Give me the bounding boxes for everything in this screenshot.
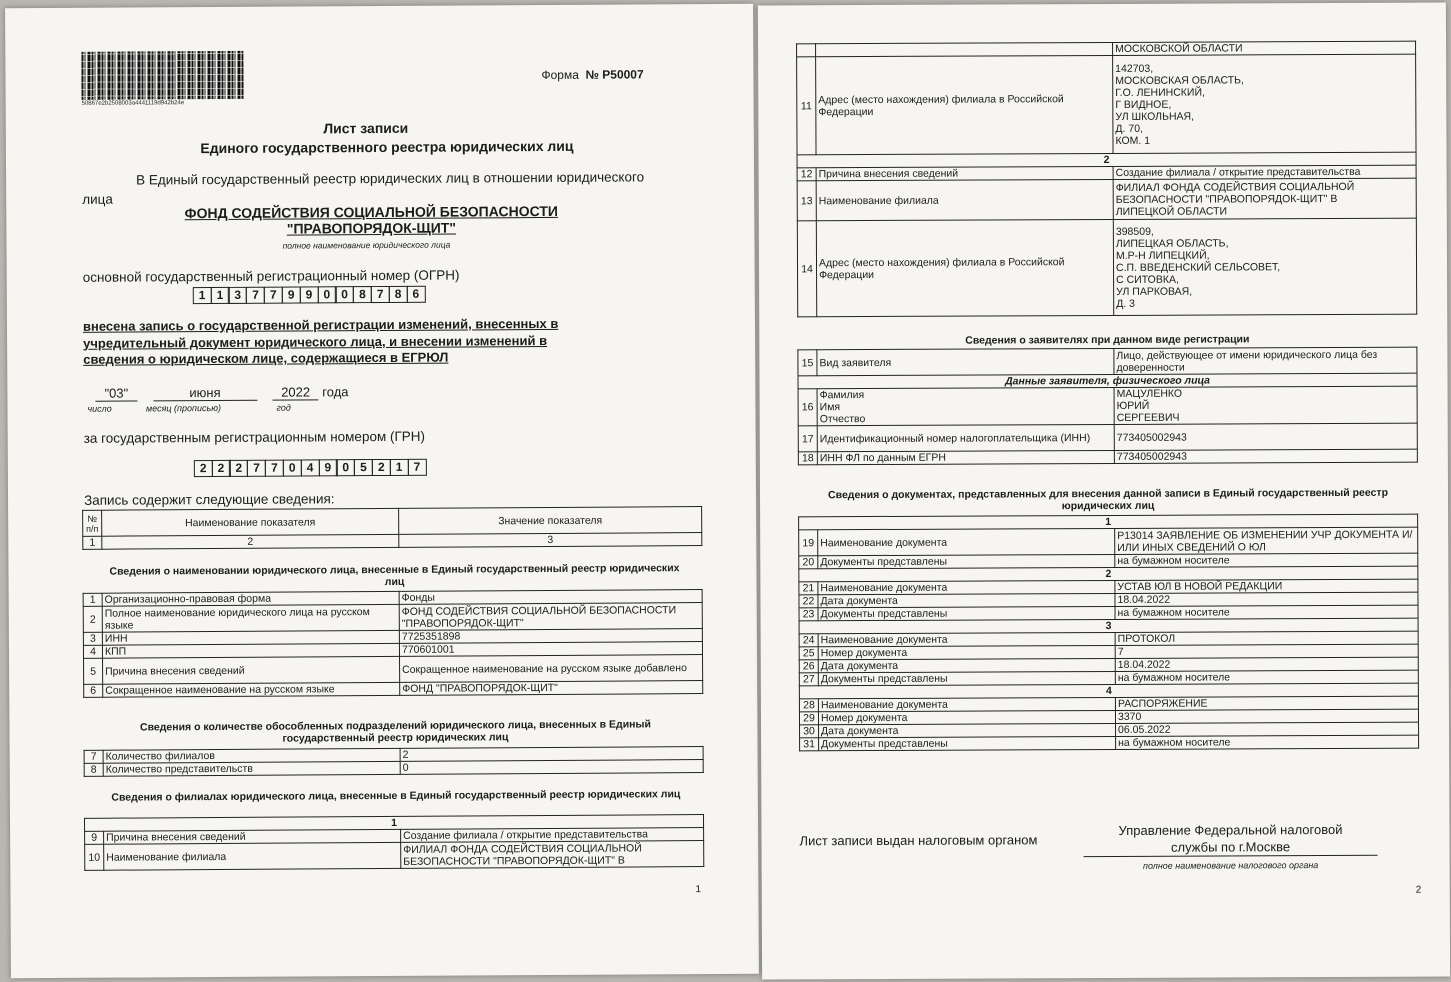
value-line: СЕРГЕЕВИЧ	[1116, 411, 1180, 424]
form-number: № Р50007	[585, 67, 644, 82]
digit-box: 2	[194, 460, 213, 477]
record-date	[95, 384, 348, 402]
value-line: МАЦУЛЕНКО	[1116, 387, 1183, 400]
value-line: М.Р-Н ЛИПЕЦКИЙ,	[1115, 249, 1210, 262]
digit-box: 1	[390, 459, 409, 476]
applicants-table: 15 Вид заявителя Лицо, действующее от имени юридического лица без доверенности Данные заявителя, физического лица 16 Фамилия Имя Отчество МАЦУЛЕНКО ЮРИЙ СЕРГЕЕВИЧ 17 Идентификационный номер налогоплательщика (ИНН) 773405002943 18 ИНН ФЛ по данным ЕГРН 773405002943	[797, 347, 1418, 466]
date-year: 2022	[273, 384, 319, 400]
page-2	[758, 3, 1450, 980]
barcode-pattern	[81, 51, 243, 100]
table-row: 25 Номер документа 7	[799, 644, 1418, 660]
document-group: 4	[799, 683, 1418, 699]
digit-box: 7	[264, 287, 283, 304]
section-name-table	[83, 589, 704, 698]
doc-title: Лист записи	[323, 119, 409, 137]
value-line: С.П. ВВЕДЕНСКИЙ СЕЛЬСОВЕТ,	[1115, 260, 1281, 274]
table-row: 10 Наименование филиала ФИЛИАЛ ФОНДА СОДЕЙСТВИЯ СОЦИАЛЬНОЙ БЕЗОПАСНОСТИ "ПРАВОПОРЯДОК-ЩИТ" В	[85, 841, 704, 871]
table-row: 20 Документы представлены на бумажном носителе	[799, 553, 1418, 569]
form-label: Форма № Р50007	[541, 67, 644, 83]
digit-box: 0	[336, 459, 355, 476]
value-line: Отчество	[819, 413, 866, 426]
table-row: 3 ИНН 7725351898	[83, 629, 702, 646]
digit-box: 0	[317, 286, 336, 303]
table-row: 7 Количество филиалов 2	[84, 747, 703, 764]
digit-box: 3	[228, 287, 247, 304]
applicant-name-values	[1114, 386, 1417, 424]
section-name-title: Сведения о наименовании юридического лица, внесенные в Единый государственный реестр юридических лиц	[109, 562, 680, 588]
page-number: 2	[1415, 884, 1422, 896]
entity-name: ФОНД СОДЕЙСТВИЯ СОЦИАЛЬНОЙ БЕЗОПАСНОСТИ "ПРАВОПОРЯДОК-ЩИТ"	[184, 202, 559, 237]
table-row: 23 Документы представлены на бумажном носителе	[799, 605, 1418, 621]
table-row: 5 Причина внесения сведений Сокращенное наименование на русском языке добавлено	[84, 655, 703, 685]
digit-box: 7	[407, 459, 426, 476]
table-row: 27 Документы представлены на бумажном носителе	[799, 670, 1418, 686]
digit-box: 1	[193, 287, 212, 304]
value-line: Имя	[819, 401, 841, 414]
value-line: Фамилия	[819, 389, 865, 402]
issued-by-caption: полное наименование налогового органа	[1142, 860, 1319, 871]
table-row: 22 Дата документа 18.04.2022	[799, 592, 1418, 608]
date-captions: число месяц (прописью) год	[87, 402, 291, 414]
digit-box: 5	[354, 459, 373, 476]
contains-label: Запись содержит следующие сведения:	[84, 491, 335, 508]
value-line: ЛИПЕЦКОЙ ОБЛАСТИ	[1115, 204, 1228, 218]
section-branches-count-table	[84, 746, 704, 777]
document-group: 2	[799, 566, 1418, 582]
applicant-name-labels	[817, 387, 1114, 425]
documents-title: Сведения о документах, представленных для внесения данной записи в Единый государственный реестр юридических лиц	[828, 486, 1389, 513]
intro-text-2: лица	[82, 191, 113, 207]
date-year-suffix: года	[322, 384, 349, 400]
section-branches-count-title: Сведения о количестве обособленных подразделений юридического лица, внесенных в Единый государственный реестр юридических лиц	[139, 718, 651, 745]
value-line: БЕЗОПАСНОСТИ "ПРАВОПОРЯДОК-ЩИТ" В	[1115, 192, 1338, 206]
table-row: 26 Дата документа 18.04.2022	[799, 657, 1418, 673]
document-group: 3	[799, 618, 1418, 634]
value-line: С СИТОВКА,	[1116, 273, 1179, 286]
digit-box: 9	[318, 459, 337, 476]
issued-by: Управление Федеральной налоговой службы по г.Москве	[1083, 821, 1377, 857]
applicants-title: Сведения о заявителях при данном виде регистрации	[965, 333, 1250, 347]
record-statement: внесена запись о государственной регистрации изменений, внесенных в учредительный документ юридического лица, и внесении изменений в сведения о юридическом лице, содержащиеся в ЕГРЮЛ	[82, 315, 559, 367]
table-row: 9 Причина внесения сведений Создание филиала / открытие представительства	[85, 828, 704, 845]
table-row: 2 Полное наименование юридического лица на русском языке ФОНД СОДЕЙСТВИЯ СОЦИАЛЬНОЙ БЕЗОПАСНОСТИ "ПРАВОПОРЯДОК-ЩИТ"	[83, 603, 702, 633]
digit-box: 2	[211, 460, 230, 477]
documents-table	[798, 514, 1419, 752]
applicant-subtitle: Данные заявителя, физического лица	[798, 373, 1417, 389]
table-row: 31 Документы представлены на бумажном носителе	[800, 735, 1419, 751]
table-row: 6 Сокращенное наименование на русском языке ФОНД "ПРАВОПОРЯДОК-ЩИТ"	[84, 681, 703, 698]
section-branches-title: Сведения о филиалах юридического лица, внесенные в Единый государственный реестр юридических лиц	[111, 788, 681, 804]
value-line: Г ВИДНОЕ,	[1115, 98, 1172, 111]
ogrn-digits	[194, 286, 426, 304]
value-line: Д. 3	[1116, 297, 1136, 310]
table-row: 1 Организационно-правовая форма Фонды	[83, 590, 702, 607]
barcode-code: 50867e2b2508003a4441119d942b24e	[81, 100, 185, 107]
table-row: 4 КПП 770601001	[83, 642, 702, 659]
table-row: 8 Количество представительств 0	[84, 760, 703, 777]
digit-box: 7	[371, 286, 390, 303]
digit-box: 2	[229, 460, 248, 477]
digit-box: 1	[210, 287, 229, 304]
digit-box: 0	[283, 459, 302, 476]
date-day: "03"	[95, 385, 137, 401]
page-1	[5, 4, 759, 979]
header-table: № п/п Наименование показателя Значение показателя 1 2 3	[82, 506, 702, 550]
value-line: КОМ. 1	[1115, 134, 1151, 147]
value-line: ФИЛИАЛ ФОНДА СОДЕЙСТВИЯ СОЦИАЛЬНОЙ	[1115, 180, 1355, 194]
value-line: УЛ ШКОЛЬНАЯ,	[1115, 110, 1195, 123]
table-row: 29 Номер документа 3370	[799, 709, 1418, 725]
section-branches-table	[84, 814, 704, 871]
digit-box: 2	[372, 459, 391, 476]
branch-group-1: 1	[84, 815, 703, 832]
table-row: 21 Наименование документа УСТАВ ЮЛ В НОВОЙ РЕДАКЦИИ	[799, 579, 1418, 595]
issued-label: Лист записи выдан налоговым органом	[799, 832, 1038, 849]
value-line: ЛИПЕЦКАЯ ОБЛАСТЬ,	[1115, 236, 1229, 250]
value-line: МОСКОВСКАЯ ОБЛАСТЬ,	[1115, 73, 1244, 87]
address-continuation: МОСКОВСКОЙ ОБЛАСТИ	[1113, 41, 1416, 55]
digit-box: 9	[282, 286, 301, 303]
value-line: Д. 70,	[1115, 122, 1143, 135]
branch-2-address	[1113, 218, 1416, 315]
grn-label: за государственным регистрационным номером (ГРН)	[83, 428, 426, 446]
digit-box: 8	[388, 286, 407, 303]
digit-box: 7	[246, 287, 265, 304]
branch-2-name	[1113, 178, 1416, 219]
date-month: июня	[153, 385, 257, 402]
table-row: 28 Наименование документа РАСПОРЯЖЕНИЕ	[799, 696, 1418, 712]
value-line: УЛ ПАРКОВАЯ,	[1116, 285, 1193, 298]
page-number: 1	[695, 884, 702, 896]
digit-box: 7	[247, 460, 266, 477]
document-group: 1	[799, 514, 1418, 530]
branch-address-table: МОСКОВСКОЙ ОБЛАСТИ 11 Адрес (место нахождения) филиала в Российской Федерации 142703, МОСКОВСКАЯ ОБЛАСТЬ, Г.О. ЛЕНИНСКИЙ, Г ВИДНОЕ, УЛ ШКОЛЬНАЯ, Д. 70, КОМ. 1 2 12 Причина внесения сведений Создание филиала / открытие представительства 13 Наименование филиала ФИЛИАЛ ФОНДА СОДЕЙСТВИЯ СОЦИАЛЬНОЙ БЕЗОПАСНОСТИ "ПРАВОПОРЯДОК-ЩИТ" В ЛИПЕЦКОЙ ОБЛАСТИ 14 Адрес (место нахождения) филиала в Российской Федерации 398509, ЛИПЕЦКАЯ ОБЛАСТЬ, М.Р-Н ЛИПЕЦКИЙ, С.П. ВВЕДЕНСКИЙ СЕЛЬСОВЕТ, С СИТОВКА, УЛ ПАРКОВАЯ, Д. 3	[796, 41, 1417, 318]
digit-box: 7	[265, 460, 284, 477]
table-row: 24 Наименование документа ПРОТОКОЛ	[799, 631, 1418, 647]
table-row: 19 Наименование документа Р13014 ЗАЯВЛЕНИЕ ОБ ИЗМЕНЕНИИ УЧР ДОКУМЕНТА И/ИЛИ ИНЫХ СВЕДЕНИЙ О ЮЛ	[799, 527, 1418, 556]
value-line: ЮРИЙ	[1116, 399, 1150, 412]
digit-box: 8	[353, 286, 372, 303]
entity-name-caption: полное наименование юридического лица	[282, 239, 451, 251]
digit-box: 0	[335, 286, 354, 303]
value-line: Г.О. ЛЕНИНСКИЙ,	[1115, 86, 1205, 99]
digit-box: 9	[299, 286, 318, 303]
value-line: 142703,	[1115, 62, 1154, 75]
doc-subtitle: Единого государственного реестра юридических лиц	[200, 137, 574, 157]
intro-text: В Единый государственный реестр юридических лиц в отношении юридического	[136, 169, 645, 188]
digit-box: 4	[300, 459, 319, 476]
digit-box: 6	[406, 286, 425, 303]
branch-1-address	[1113, 54, 1416, 153]
grn-digits	[195, 459, 427, 477]
value-line: 398509,	[1115, 225, 1154, 238]
ogrn-label: основной государственный регистрационный номер (ОГРН)	[82, 267, 460, 285]
branch-group-2: 2	[797, 152, 1416, 168]
table-row: 30 Дата документа 06.05.2022	[800, 722, 1419, 738]
